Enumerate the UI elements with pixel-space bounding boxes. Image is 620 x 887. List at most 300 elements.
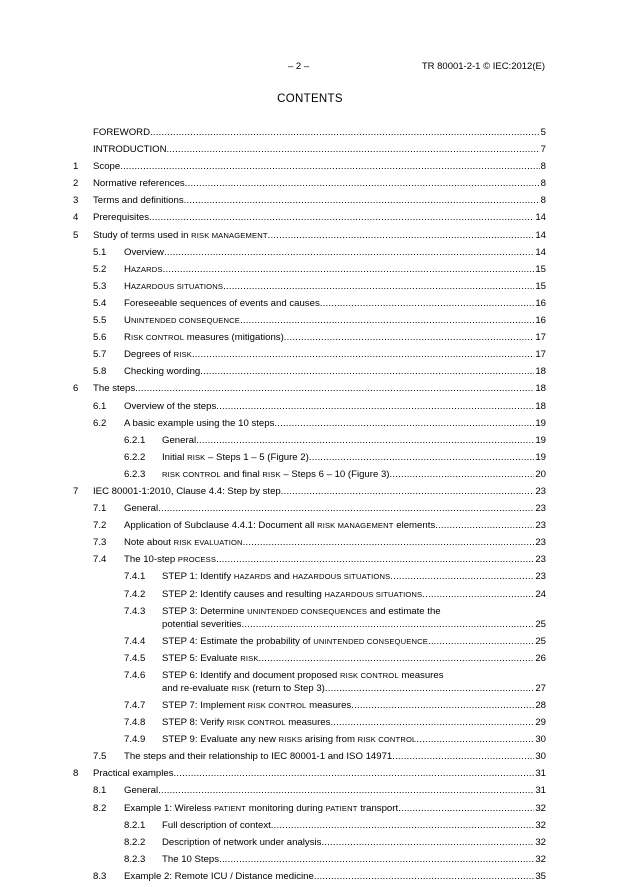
toc-entry[interactable]	[73, 177, 546, 190]
toc-entry-title	[162, 733, 416, 746]
toc-entry-number: 1	[73, 161, 79, 173]
entry-text: Practical examples	[93, 768, 174, 780]
dot-leader	[174, 767, 535, 780]
small-caps-term: NINTENDED CONSEQUENCE	[130, 316, 240, 326]
toc-entry[interactable]	[73, 502, 546, 515]
toc-entry-number: 7.4.5	[124, 652, 146, 664]
toc-entry-page: 25	[535, 618, 546, 630]
toc-entry-title	[162, 652, 259, 665]
toc-entry[interactable]	[73, 819, 546, 832]
small-caps-term: RISK	[187, 452, 206, 462]
toc-entry-title	[93, 143, 167, 156]
entry-text: Scope	[93, 161, 121, 173]
entry-text: Overview of the steps	[124, 400, 217, 412]
toc-entry-number: 5.1	[93, 246, 107, 258]
toc-entry-number: 6	[73, 383, 79, 395]
toc-entry-page: 8	[540, 161, 546, 173]
toc-entry-page: 30	[535, 734, 546, 746]
toc-entry-page: 18	[535, 400, 546, 412]
entry-text: and re-evaluate	[162, 682, 232, 694]
small-caps-term: RISK	[262, 469, 281, 479]
toc-entry[interactable]	[73, 553, 546, 566]
dot-leader	[330, 716, 534, 729]
toc-entry[interactable]	[73, 485, 546, 498]
entry-text: Description of network under analysis	[162, 836, 322, 848]
entry-text: General	[162, 434, 197, 446]
entry-text: Note about	[124, 537, 174, 549]
small-caps-term: RISK	[173, 350, 192, 360]
toc-entry-title	[124, 519, 435, 532]
entry-text: INTRODUCTION	[93, 144, 167, 156]
toc-entry-title	[124, 348, 192, 361]
toc-entry-page: 23	[535, 571, 546, 583]
small-caps-term: RISK MANAGEMENT	[191, 230, 268, 240]
toc-entry-page: 5	[540, 127, 546, 138]
entry-text: measures	[398, 669, 444, 681]
toc-entry[interactable]	[73, 160, 546, 173]
toc-entry[interactable]	[73, 229, 546, 242]
toc-entry-number: 7.4.9	[124, 734, 146, 746]
toc-entry-title	[93, 211, 149, 224]
toc-entry[interactable]	[73, 750, 546, 763]
toc-entry[interactable]	[73, 802, 546, 815]
toc-entry-title	[162, 716, 330, 729]
entry-text: Full description of context	[162, 819, 271, 831]
dot-leader	[314, 870, 535, 883]
toc-entry-title	[124, 750, 392, 763]
toc-entry-title	[124, 365, 200, 378]
toc-entry-title	[93, 177, 185, 190]
entry-text: IEC 80001-1:2010, Clause 4.4: Step by step	[93, 485, 281, 497]
toc-entry-title	[93, 126, 150, 139]
small-caps-term: HAZARDOUS SITUATIONS	[292, 572, 391, 582]
dot-leader	[158, 784, 534, 797]
entry-text: STEP 5: Evaluate	[162, 652, 241, 664]
toc-entry-number: 5.4	[93, 297, 107, 309]
entry-text: transport	[357, 802, 399, 814]
toc-entry-page: 31	[535, 785, 546, 797]
entry-text: R	[124, 332, 131, 344]
toc-entry[interactable]	[73, 652, 546, 665]
toc-entry-title	[124, 400, 216, 413]
dot-leader	[241, 618, 534, 631]
dot-leader	[390, 570, 534, 583]
table-of-contents	[73, 126, 546, 887]
toc-entry-number: 7.4.3	[124, 605, 146, 617]
small-caps-term: PROCESS	[177, 555, 217, 565]
toc-entry-page: 8	[540, 178, 546, 190]
small-caps-term: HAZARDS	[233, 572, 272, 582]
dot-leader	[281, 485, 535, 498]
toc-entry[interactable]	[73, 434, 546, 447]
toc-entry-page: 25	[535, 635, 546, 647]
entry-text: and final	[220, 468, 263, 480]
small-caps-term: PATIENT	[325, 803, 358, 813]
toc-entry-number: 8.2	[93, 802, 107, 814]
toc-entry-page: 18	[535, 366, 546, 378]
toc-entry-page: 14	[535, 246, 546, 258]
entry-text: FOREWORD	[93, 127, 151, 138]
entry-text: STEP 6: Identify and document proposed	[162, 669, 340, 681]
toc-entry-number: 8.3	[93, 870, 107, 882]
dot-leader	[325, 682, 534, 695]
entry-text: – Steps 1 – 5 (Figure 2)	[205, 451, 309, 463]
dot-leader	[268, 229, 535, 242]
entry-text: Degrees of	[124, 349, 174, 361]
dot-leader	[219, 853, 534, 866]
toc-entry[interactable]	[73, 870, 546, 883]
entry-text: Initial	[162, 451, 188, 463]
entry-text: Example 1: Wireless	[124, 802, 215, 814]
toc-entry-title	[162, 853, 219, 866]
entry-text: The steps and their relationship to IEC 80001-1 and ISO 14971	[124, 751, 393, 763]
entry-text: The 10-step	[124, 554, 178, 566]
toc-entry-title	[93, 382, 135, 395]
toc-entry-page: 29	[535, 717, 546, 729]
toc-entry-title	[93, 229, 268, 242]
dot-leader	[164, 246, 534, 259]
dot-leader	[149, 211, 534, 224]
small-caps-term: AZARDS	[130, 264, 163, 274]
toc-entry-title	[162, 819, 271, 832]
page-header	[0, 61, 620, 75]
toc-entry-page: 23	[535, 554, 546, 566]
dot-leader	[309, 451, 534, 464]
toc-entry-title	[162, 699, 351, 712]
toc-entry-number: 6.2	[93, 417, 107, 429]
small-caps-term: RISK CONTROL	[339, 670, 399, 680]
toc-entry-number: 8.1	[93, 785, 107, 797]
toc-entry-page: 32	[535, 853, 546, 865]
toc-entry[interactable]	[73, 126, 546, 139]
toc-entry-title	[124, 802, 398, 815]
entry-text: Study of terms used in	[93, 229, 192, 241]
toc-entry-number: 5.7	[93, 349, 107, 361]
small-caps-term: RISK EVALUATION	[173, 538, 243, 548]
entry-text: and	[271, 571, 293, 583]
entry-text: STEP 4: Estimate the probability of	[162, 635, 314, 647]
entry-text: – Steps 6 – 10 (Figure 3)	[280, 468, 390, 480]
toc-entry[interactable]	[73, 143, 546, 156]
dot-leader	[398, 802, 534, 815]
entry-text: STEP 2: Identify causes and resulting	[162, 588, 325, 600]
toc-entry-page: 18	[535, 383, 546, 395]
document-id: TR 80001-2-1 © IEC:2012(E)	[421, 61, 545, 72]
toc-entry-number: 6.1	[93, 400, 107, 412]
toc-entry-page: 31	[535, 768, 546, 780]
toc-entry-page: 8	[540, 195, 546, 207]
toc-entry-page: 14	[535, 229, 546, 241]
toc-entry-number: 7.4	[93, 554, 107, 566]
small-caps-term: RISK CONTROL	[226, 718, 286, 728]
entry-text: General	[124, 785, 159, 797]
toc-entry[interactable]	[73, 297, 546, 310]
toc-entry-number: 8	[73, 768, 79, 780]
toc-entry[interactable]	[73, 451, 546, 464]
entry-text: Example 2: Remote ICU / Distance medicine	[124, 870, 314, 882]
toc-entry-title	[124, 536, 243, 549]
toc-entry-page: 32	[535, 819, 546, 831]
toc-entry-number: 5.8	[93, 366, 107, 378]
toc-entry-number: 6.2.1	[124, 434, 146, 446]
toc-entry-page: 27	[535, 682, 546, 694]
toc-entry-page: 32	[535, 836, 546, 848]
small-caps-term: ISK CONTROL	[130, 333, 185, 343]
entry-text: Overview	[124, 246, 164, 258]
toc-entry-number: 6.2.3	[124, 468, 146, 480]
small-caps-term: PATIENT	[214, 803, 247, 813]
toc-entry-title	[162, 434, 196, 447]
toc-entry[interactable]	[73, 853, 546, 866]
toc-entry-page: 23	[535, 503, 546, 515]
toc-entry-title	[124, 784, 158, 797]
toc-entry[interactable]	[73, 382, 546, 395]
toc-entry[interactable]	[73, 331, 546, 344]
entry-text: Application of Subclause 4.4.1: Document all	[124, 520, 318, 532]
toc-entry-number: 7.2	[93, 520, 107, 532]
small-caps-term: RISK CONTROL	[357, 735, 417, 745]
entry-text: measures	[285, 717, 331, 729]
toc-entry-title	[93, 767, 174, 780]
toc-entry-number: 7.4.2	[124, 588, 146, 600]
toc-entry-title	[162, 451, 309, 464]
toc-entry-number: 5	[73, 229, 79, 241]
entry-text: STEP 1: Identify	[162, 571, 234, 583]
toc-entry-number: 6.2.2	[124, 451, 146, 463]
toc-entry[interactable]	[73, 733, 546, 746]
toc-entry[interactable]	[73, 519, 546, 532]
toc-entry-page: 15	[535, 263, 546, 275]
dot-leader	[422, 588, 534, 601]
toc-entry[interactable]	[73, 246, 546, 259]
toc-entry-title	[124, 314, 240, 327]
toc-entry-number: 3	[73, 195, 79, 207]
toc-entry[interactable]	[73, 468, 546, 481]
toc-entry[interactable]	[73, 263, 546, 276]
toc-entry-page: 32	[535, 802, 546, 814]
small-caps-term: UNINTENDED CONSEQUENCES	[247, 606, 368, 616]
dot-leader	[167, 143, 540, 156]
toc-entry-title	[162, 618, 241, 631]
toc-entry-number: 7.4.4	[124, 635, 146, 647]
dot-leader	[243, 536, 535, 549]
toc-entry-number: 7.4.8	[124, 717, 146, 729]
toc-entry-page: 23	[535, 485, 546, 497]
toc-entry-page: 15	[535, 280, 546, 292]
toc-entry-page: 19	[535, 451, 546, 463]
toc-entry-title	[124, 297, 320, 310]
small-caps-term: RISK CONTROL	[247, 701, 307, 710]
toc-entry[interactable]	[73, 767, 546, 780]
toc-entry[interactable]	[73, 699, 546, 712]
toc-entry-number: 5.6	[93, 332, 107, 344]
entry-text: monitoring during	[246, 802, 326, 814]
toc-entry[interactable]	[73, 348, 546, 361]
toc-entry[interactable]	[73, 836, 546, 849]
toc-entry-page: 35	[535, 870, 546, 882]
dot-leader	[321, 836, 534, 849]
toc-entry[interactable]	[73, 365, 546, 378]
toc-entry-number: 7.3	[93, 537, 107, 549]
dot-leader	[158, 502, 534, 515]
toc-entry[interactable]	[73, 716, 546, 729]
dot-leader	[320, 297, 535, 310]
entry-text: potential severities	[162, 618, 242, 630]
dot-leader	[216, 553, 534, 566]
toc-entry-page: 23	[535, 537, 546, 549]
dot-leader	[135, 382, 534, 395]
entry-text: Checking wording	[124, 366, 201, 378]
dot-leader	[223, 280, 534, 293]
entry-text: The 10 Steps	[162, 853, 220, 865]
entry-text: General	[124, 503, 159, 515]
toc-entry-number: 7.4.1	[124, 571, 146, 583]
page-number: – 2 –	[288, 61, 310, 72]
toc-entry-number: 7.4.6	[124, 669, 146, 681]
toc-entry-page: 19	[535, 417, 546, 429]
toc-entry-number: 4	[73, 212, 79, 224]
entry-text: elements	[393, 520, 436, 532]
toc-entry-title	[162, 588, 422, 601]
toc-entry[interactable]	[73, 536, 546, 549]
toc-entry-number: 2	[73, 178, 79, 190]
entry-text: Foreseeable sequences of events and causes	[124, 297, 320, 309]
toc-entry-title	[124, 331, 284, 344]
toc-entry-page: 23	[535, 520, 546, 532]
toc-entry-first-line	[162, 605, 546, 618]
entry-text: STEP 7: Implement	[162, 700, 248, 711]
dot-leader	[390, 468, 535, 481]
entry-text: H	[124, 280, 131, 292]
toc-entry-page: 26	[535, 652, 546, 664]
toc-entry[interactable]	[73, 605, 546, 631]
dot-leader	[196, 434, 534, 447]
dot-leader	[200, 365, 534, 378]
entry-text: and estimate the	[367, 605, 441, 617]
entry-text: H	[124, 263, 131, 275]
toc-entry-title	[162, 635, 428, 648]
toc-entry-number: 8.2.3	[124, 853, 146, 865]
toc-entry-number: 7.5	[93, 751, 107, 763]
toc-entry[interactable]	[73, 570, 546, 583]
dot-leader	[163, 263, 535, 276]
toc-entry-page: 20	[535, 468, 546, 480]
toc-entry-number: 5.5	[93, 315, 107, 327]
entry-text: Prerequisites	[93, 212, 149, 224]
toc-entry[interactable]	[73, 280, 546, 293]
dot-leader	[392, 750, 534, 763]
toc-entry-page: 30	[535, 751, 546, 763]
entry-text: arising from	[302, 734, 358, 746]
toc-entry[interactable]	[73, 314, 546, 327]
entry-text: Normative references	[93, 178, 185, 190]
page-title: CONTENTS	[277, 93, 343, 105]
dot-leader	[240, 314, 534, 327]
dot-leader	[185, 177, 540, 190]
small-caps-term: UNINTENDED CONSEQUENCE	[313, 636, 428, 646]
dot-leader	[192, 348, 534, 361]
entry-text: A basic example using the 10 steps	[124, 417, 275, 429]
dot-leader	[428, 635, 534, 648]
dot-leader	[351, 699, 534, 712]
toc-entry-title	[124, 553, 216, 566]
toc-entry-page: 7	[540, 144, 546, 156]
small-caps-term: RISK	[240, 653, 259, 663]
toc-entry[interactable]	[73, 194, 546, 207]
toc-entry[interactable]	[73, 669, 546, 695]
toc-entry-title	[162, 836, 321, 849]
toc-entry-title	[162, 468, 390, 481]
toc-entry-page: 24	[535, 588, 546, 600]
toc-entry-title	[93, 485, 281, 498]
toc-entry-first-line	[162, 669, 546, 682]
toc-entry[interactable]	[73, 400, 546, 413]
toc-entry-number: 5.2	[93, 263, 107, 275]
entry-text: STEP 8: Verify	[162, 717, 227, 729]
toc-entry[interactable]	[73, 588, 546, 601]
small-caps-term: RISK	[231, 683, 250, 693]
dot-leader	[271, 819, 535, 832]
entry-text: measures	[306, 700, 352, 711]
entry-text: The steps	[93, 383, 136, 395]
toc-entry-title	[124, 870, 314, 883]
toc-entry-title	[124, 280, 223, 293]
toc-entry-title	[124, 246, 164, 259]
toc-entry-title	[93, 194, 184, 207]
small-caps-term: HAZARDOUS SITUATIONS	[324, 589, 423, 599]
small-caps-term: AZARDOUS SITUATIONS	[130, 281, 224, 291]
toc-entry-page: 19	[535, 434, 546, 446]
toc-entry-page: 17	[535, 349, 546, 361]
toc-entry-page: 28	[535, 700, 546, 711]
entry-text: Terms and definitions	[93, 195, 184, 207]
dot-leader	[274, 417, 534, 430]
toc-entry-page: 14	[535, 212, 546, 224]
toc-entry-title	[162, 570, 390, 583]
toc-entry-title	[162, 682, 325, 695]
dot-leader	[284, 331, 535, 344]
small-caps-term: RISK MANAGEMENT	[317, 521, 394, 531]
small-caps-term: RISK CONTROL	[162, 469, 221, 479]
toc-entry[interactable]	[73, 784, 546, 797]
entry-text: (return to Step 3)	[249, 682, 325, 694]
toc-entry-title	[93, 160, 120, 173]
dot-leader	[120, 160, 539, 173]
entry-text: U	[124, 315, 131, 327]
toc-entry-title	[124, 502, 158, 515]
toc-entry-page: 16	[535, 297, 546, 309]
dot-leader	[150, 126, 540, 139]
entry-text: measures (mitigations)	[184, 332, 284, 344]
toc-entry-number: 5.3	[93, 280, 107, 292]
dot-leader	[184, 194, 540, 207]
dot-leader	[216, 400, 534, 413]
toc-entry-number: 8.2.2	[124, 836, 146, 848]
entry-text: STEP 9: Evaluate any new	[162, 734, 279, 746]
dot-leader	[435, 519, 534, 532]
toc-entry-number: 7	[73, 485, 79, 497]
toc-entry[interactable]	[73, 635, 546, 648]
dot-leader	[259, 652, 535, 665]
toc-entry-title	[124, 417, 274, 430]
dot-leader	[416, 733, 534, 746]
toc-entry-page: 16	[535, 315, 546, 327]
small-caps-term: RISKS	[278, 735, 303, 745]
toc-entry[interactable]	[73, 417, 546, 430]
toc-entry-number: 8.2.1	[124, 819, 146, 831]
toc-entry[interactable]	[73, 211, 546, 224]
toc-entry-number: 7.1	[93, 503, 107, 515]
